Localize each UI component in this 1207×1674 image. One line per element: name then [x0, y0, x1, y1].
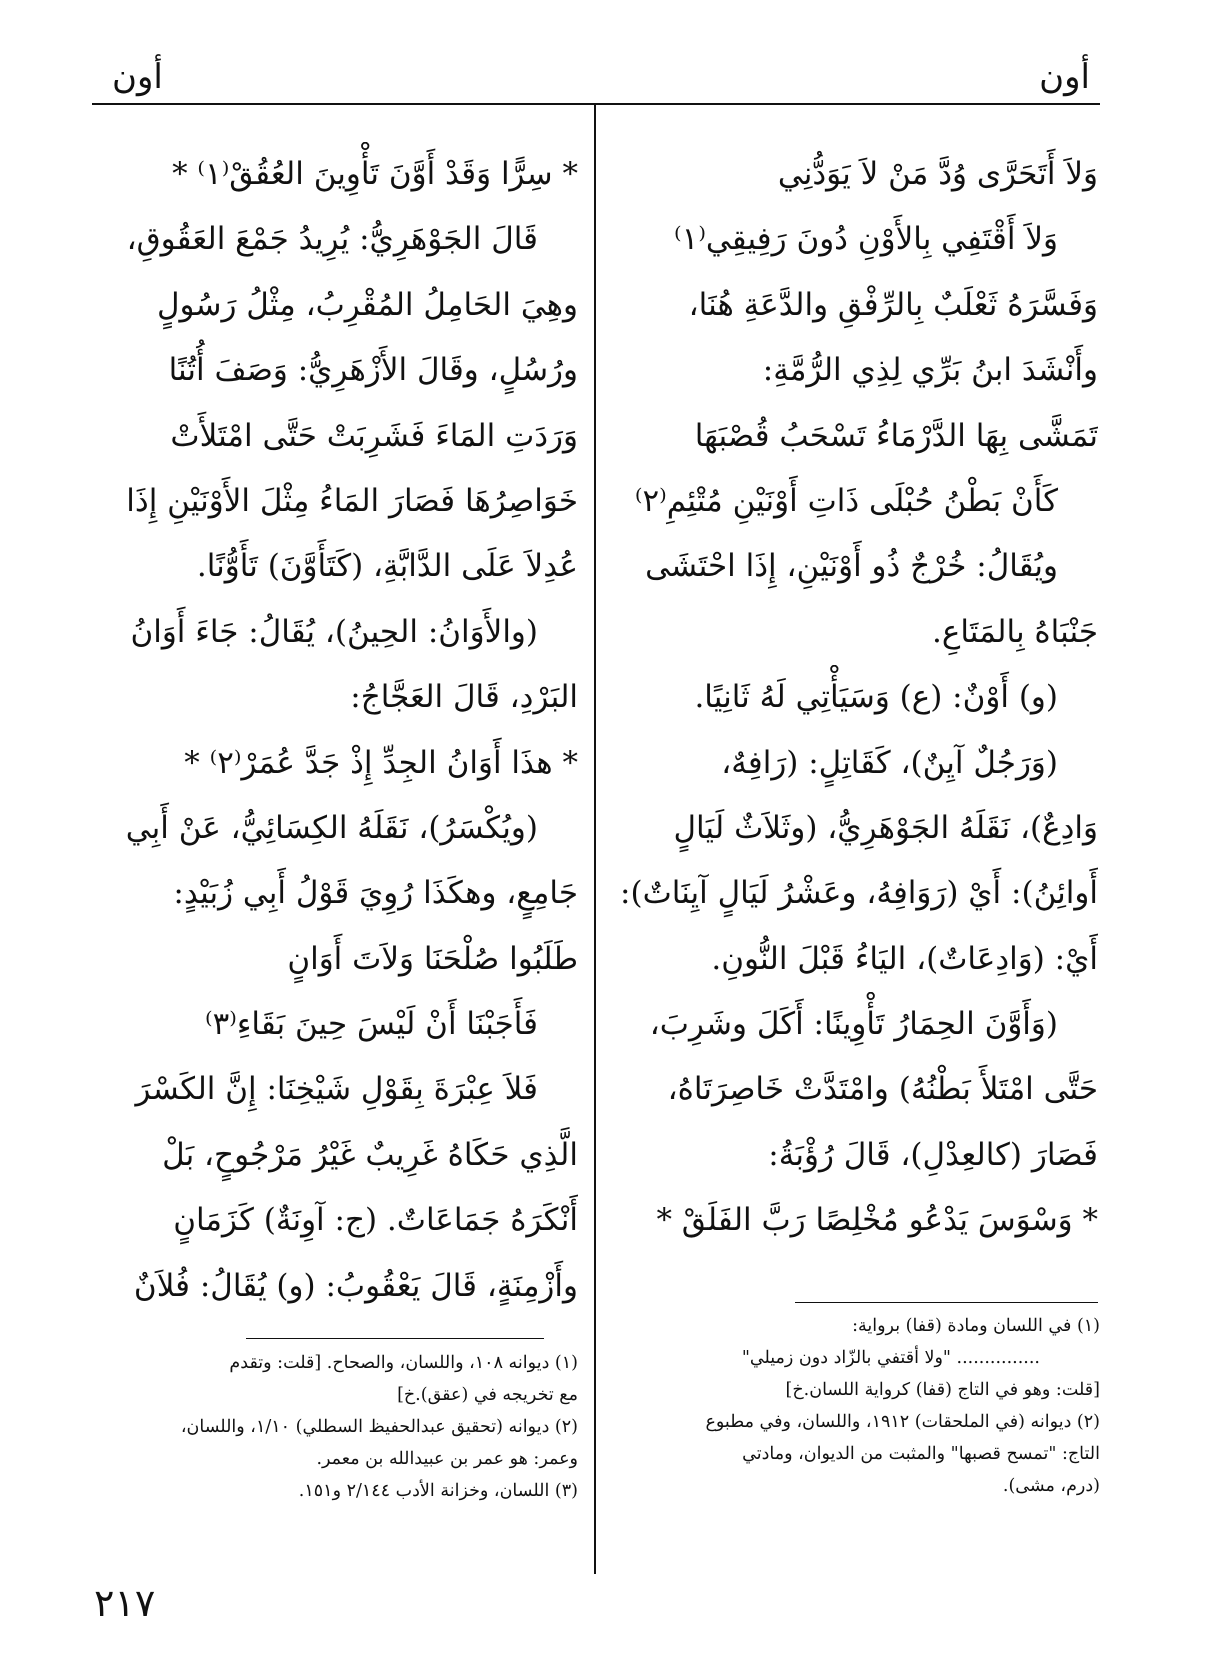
text-line: حَتَّى امْتَلأَ بَطْنُهُ) وامْتَدَّتْ خَاصِرَتَاهُ، — [667, 1071, 1098, 1108]
verse-line: * سِرًّا وَقَدْ أَوَّنَ تَأْوِينَ العُقُقْ⁽١⁾ * — [172, 156, 578, 192]
footnote-line: (١) ديوانه ١٠٨، واللسان، والصحاح. [قلت: وتقدم — [229, 1353, 578, 1373]
left-column — [86, 142, 578, 1319]
text-line: جَنْبَاهُ بِالمَتَاعِ. — [931, 613, 1098, 650]
footnote-rule-right — [795, 1302, 1098, 1303]
verse-line: تَمَشَّى بِهَا الدَّرْمَاءُ تَسْحَبُ قُصْبَهَا — [694, 417, 1098, 454]
text-line: خَوَاصِرُهَا فَصَارَ المَاءُ مِثْلَ الأَوْنَيْنِ إِذَا — [126, 482, 578, 519]
page-header — [90, 52, 1100, 102]
text-line: وَلاَ أَتَحَرَّى وُدَّ مَنْ لاَ يَوَدُّنِي — [777, 156, 1098, 192]
verse-line: طَلَبُوا صُلْحَنَا وَلاَتَ أَوَانٍ — [287, 940, 578, 977]
text-line: البَرْدِ، قَالَ العَجَّاجُ: — [350, 679, 578, 716]
verse-line: * هذَا أَوَانُ الجِدِّ إِذْ جَدَّ عُمَرْ⁽٢⁾ * — [184, 744, 578, 781]
text-line: (وَأَوَّنَ الحِمَارُ تَأْوِينًا: أَكَلَ وشَرِبَ، — [649, 1006, 1058, 1043]
footnote-line: (٣) اللسان، وخزانة الأدب ٢/١٤٤ و١٥١. — [298, 1481, 578, 1501]
footnote-line: وعمر: هو عمر بن عبيدالله بن معمر. — [316, 1449, 578, 1469]
footnote-line: (درم، مشى). — [1002, 1476, 1100, 1496]
text-line: عُدِلاَ عَلَى الدَّابَّةِ، (كَتَأَوَّنَ) تَأَوُّنًا. — [196, 548, 578, 585]
text-line: وأَنْشَدَ ابنُ بَرِّي لِذِي الرُّمَّةِ: — [762, 352, 1098, 389]
text-line: (وَرَجُلٌ آيِنٌ)، كَقَاتِلٍ: (رَافِهٌ، — [721, 744, 1058, 781]
text-line: وأَزْمِنَةٍ، قَالَ يَعْقُوبُ: (و) يُقَالُ: فُلاَنٌ — [133, 1267, 578, 1304]
text-line: أَوائِنُ): أَيْ (رَوَافِهُ، وعَشْرُ لَيَالٍ آيِنَاتٌ): — [620, 875, 1098, 912]
text-line: وَرَدَتِ المَاءَ فَشَرِبَتْ حَتَّى امْتَلأَتْ — [170, 417, 578, 454]
text-line: (ويُكْسَرُ)، نَقَلَهُ الكِسَائِيُّ، عَنْ أَبِي — [125, 809, 538, 846]
right-column — [610, 142, 1098, 1254]
footnotes-left — [90, 1347, 578, 1507]
running-head-left: أون — [112, 57, 163, 97]
text-line: (والأَوَانُ: الحِينُ)، يُقَالُ: جَاءَ أَوَانُ — [130, 613, 538, 650]
footnote-line: (٢) ديوانه (تحقيق عبدالحفيظ السطلي) ١/١٠، واللسان، — [180, 1417, 578, 1437]
footnote-line: (١) في اللسان ومادة (قفا) برواية: — [852, 1316, 1100, 1336]
text-line: ويُقَالُ: خُرْجٌ ذُو أَوْنَيْنِ، إِذَا احْتَشَى — [645, 548, 1058, 585]
text-line: فَلاَ عِبْرَةَ بِقَوْلِ شَيْخِنَا: إِنَّ الكَسْرَ — [135, 1071, 538, 1108]
text-line: وهِيَ الحَامِلُ المُقْرِبُ، مِثْلُ رَسُولٍ — [156, 286, 578, 323]
text-line: جَامِعٍ، وهكَذَا رُوِيَ قَوْلُ أَبِي زُبَيْدٍ: — [173, 875, 578, 912]
footnote-line: ............... "ولا أقتفي بالزّاد دون زميلي" — [741, 1348, 1040, 1368]
text-line: (و) أَوْنٌ: (ع) وَسَيَأْتِي لَهُ ثَانِيًا. — [694, 679, 1058, 716]
verse-line: فَأَجَبْنَا أَنْ لَيْسَ حِينَ بَقَاءِ⁽٣⁾ — [204, 1006, 538, 1043]
text-line: أَيْ: (وَادِعَاتٌ)، اليَاءُ قَبْلَ النُّونِ. — [711, 940, 1098, 977]
page-number: ٢١٧ — [94, 1581, 156, 1625]
verse-line: كَأَنْ بَطْنُ حُبْلَى ذَاتِ أَوْنَيْنِ مُتْئِمِ⁽٢⁾ — [634, 482, 1058, 519]
footnotes-right — [615, 1310, 1100, 1502]
footnote-line: (٢) ديوانه (في الملحقات) ١٩١٢، واللسان، وفي مطبوع — [705, 1412, 1100, 1432]
footnote-rule-left — [246, 1338, 544, 1339]
verse-line: * وَسْوَسَ يَدْعُو مُخْلِصًا رَبَّ الفَلَقْ * — [656, 1202, 1098, 1239]
text-line: وَفَسَّرَهُ ثَعْلَبٌ بِالرِّفْقِ والدَّعَةِ هُنَا، — [688, 286, 1098, 323]
footnote-line: مع تخريجه في (عقق).خ] — [397, 1385, 578, 1405]
text-line: قَالَ الجَوْهَرِيُّ: يُرِيدُ جَمْعَ العَقُوقِ، — [126, 221, 538, 258]
text-line: وَادِعٌ)، نَقَلَهُ الجَوْهَرِيُّ، (وثَلاَثٌ لَيَالٍ — [673, 809, 1098, 846]
footnote-line: [قلت: وهو في التاج (قفا) كرواية اللسان.خ] — [785, 1380, 1100, 1400]
running-head-right: أون — [1039, 57, 1090, 97]
verse-line: وَلاَ أَقْتَفِي بِالأَوْنِ دُونَ رَفِيقِي⁽١⁾ — [674, 221, 1058, 258]
text-line: فَصَارَ (كالعِدْلِ)، قَالَ رُؤْبَةُ: — [768, 1136, 1098, 1173]
text-line: أَنْكَرَهُ جَمَاعَاتٌ. (ج: آوِنَةٌ) كَزَمَانٍ — [173, 1202, 578, 1239]
column-divider — [594, 104, 596, 1574]
footnote-line: التاج: "تمسح قصبها" والمثبت من الديوان، ومادتي — [742, 1444, 1100, 1464]
header-rule — [92, 103, 1100, 105]
text-line: ورُسُلٍ، وقَالَ الأَزْهَرِيُّ: وَصَفَ أُتُنًا — [168, 352, 578, 389]
text-line: الَّذِي حَكَاهُ غَرِيبٌ غَيْرُ مَرْجُوحٍ، بَلْ — [162, 1136, 578, 1173]
